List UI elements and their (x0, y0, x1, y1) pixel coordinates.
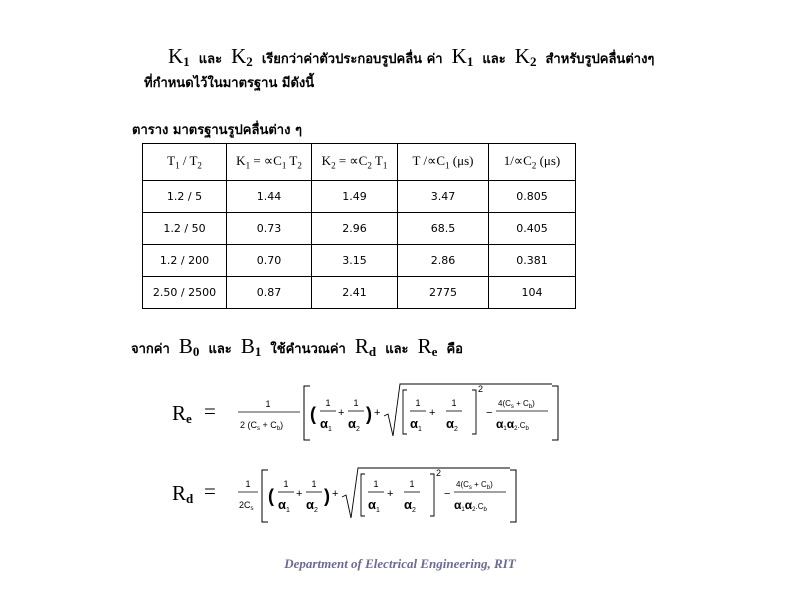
lead-text-compute: ใช้คำนวณค่า (270, 342, 346, 357)
svg-text:1: 1 (451, 398, 457, 408)
svg-text:1: 1 (325, 398, 331, 408)
svg-text:1: 1 (353, 398, 359, 408)
table-cell: 2.96 (312, 213, 398, 245)
svg-text:α2: $\alpha_2$ (404, 497, 416, 514)
table-row (143, 245, 576, 277)
table-caption: ตาราง มาตรฐานรูปคลื่นต่าง ๆ (132, 123, 302, 138)
svg-text:−: − (486, 407, 493, 419)
svg-text:(: ( (310, 404, 316, 424)
svg-text:): ) (366, 404, 372, 424)
table-row (143, 277, 576, 309)
table-cell: 2.50 / 2500 (143, 277, 227, 309)
svg-text:+: + (332, 488, 339, 500)
formula-lead-text (131, 334, 463, 360)
prefactor-numerator: 1 (245, 479, 251, 489)
equals-sign: = (204, 399, 216, 423)
table-cell: 68.5 (398, 213, 489, 245)
squared-exponent: 2 (436, 468, 442, 478)
table-header-row (143, 144, 576, 181)
table-cell: 1.2 / 5 (143, 181, 227, 213)
svg-text:−: − (444, 488, 451, 500)
intro-text-and-1: และ (198, 52, 223, 67)
footer-department: Department of Electrical Engineering, RIT (284, 556, 516, 571)
svg-text:α2: $\alpha_2$ (306, 497, 318, 514)
k2-symbol-2: $K_2$ (514, 44, 537, 69)
svg-text:4(Cs + Cb): $4(C_s + C_b)$ (456, 480, 493, 491)
table-cell: 1.49 (312, 181, 398, 213)
lead-text-and-1: และ (208, 342, 232, 357)
svg-text:+: + (338, 407, 345, 419)
intro-text-waveforms: สำหรับรูปคลื่นต่างๆ (545, 52, 655, 67)
svg-text:1: 1 (409, 479, 415, 489)
prefactor-numerator: 1 (265, 399, 271, 409)
table-cell: 104 (489, 277, 576, 309)
lead-text-and-2: และ (385, 342, 409, 357)
table-cell: 1.2 / 200 (143, 245, 227, 277)
lead-text-is: คือ (446, 342, 463, 357)
table-cell: 2775 (398, 277, 489, 309)
table-cell: 0.381 (489, 245, 576, 277)
intro-line-2: ที่กำหนดไว้ในมาตรฐาน มีดังนี้ (144, 76, 315, 91)
header-t-over-alpha1: T $/\propto C_1$ (μs) (398, 144, 489, 181)
equals-sign: = (204, 479, 216, 503)
intro-text-definition: เรียกว่าค่าตัวประกอบรูปคลื่น ค่า (261, 52, 443, 67)
svg-text:1: 1 (373, 479, 379, 489)
right-bracket (552, 386, 558, 440)
svg-text:4(Cs + Cb): $4(C_s + C_b)$ (498, 399, 535, 410)
lead-text-from: จากค่า (131, 342, 170, 357)
svg-text:1: 1 (311, 479, 317, 489)
table-cell: 2.41 (312, 277, 398, 309)
squared-exponent: 2 (478, 384, 484, 394)
re-symbol: $R_e$ (417, 334, 438, 359)
intro-line-1 (168, 44, 654, 70)
svg-text:+: + (296, 488, 303, 500)
header-k2: $K_2 = \propto C_2$ $T_1$ (312, 144, 398, 181)
header-k1: $K_1 = \propto C_1$ $T_2$ (227, 144, 312, 181)
prefactor-denominator: $2C_s$ (239, 500, 254, 512)
table-cell: 2.86 (398, 245, 489, 277)
table-cell: 0.73 (227, 213, 312, 245)
table-cell: 3.15 (312, 245, 398, 277)
svg-text:1: 1 (283, 479, 289, 489)
k1-symbol-2: $K_1$ (451, 44, 474, 69)
table-cell: 0.70 (227, 245, 312, 277)
svg-text:α1: $\alpha_1$ (410, 416, 422, 433)
k1-symbol: $K_1$ (168, 44, 190, 69)
table-row (143, 213, 576, 245)
svg-text:+: + (387, 488, 394, 500)
svg-text:(: ( (268, 486, 274, 506)
k2-symbol: $K_2$ (231, 44, 253, 69)
svg-text:α2: $\alpha_2$ (446, 416, 458, 433)
b0-symbol: $B_0$ (178, 334, 200, 359)
svg-text:α1: $\alpha_1$ (278, 497, 290, 514)
svg-text:α1: $\alpha_1$ (368, 497, 380, 514)
svg-text:+: + (429, 407, 436, 419)
right-bracket (510, 470, 516, 522)
re-lhs: Re (172, 401, 192, 426)
svg-text:α2: $\alpha_2$ (348, 416, 360, 433)
prefactor-denominator: 2 $(C_s + C_b)$ (240, 420, 284, 432)
table-cell: 1.2 / 50 (143, 213, 227, 245)
svg-text:α1: $\alpha_1$ (320, 416, 332, 433)
header-t1-t2: $T_1 / T_2$ (143, 144, 227, 181)
svg-text:): ) (324, 486, 330, 506)
svg-text:α1α2.Cb: α1α2.Cb (454, 498, 487, 513)
svg-text:α1α2.Cb: α1α2.Cb (496, 417, 529, 432)
svg-text:1: 1 (415, 398, 421, 408)
table-cell: 1.44 (227, 181, 312, 213)
svg-text:+: + (374, 407, 381, 419)
intro-text-and-2: และ (482, 52, 506, 67)
b1-symbol: $B_1$ (240, 334, 262, 359)
waveform-standards-table (142, 143, 576, 309)
rd-symbol: $R_d$ (354, 334, 377, 359)
formula-re (160, 378, 580, 448)
header-inv-alpha2: $1/\propto C_2$ (μs) (489, 144, 576, 181)
formula-rd (160, 462, 580, 532)
table-cell: 0.87 (227, 277, 312, 309)
table-cell: 0.805 (489, 181, 576, 213)
rd-lhs: Rd (172, 481, 194, 506)
table-row (143, 181, 576, 213)
table-cell: 0.405 (489, 213, 576, 245)
table-cell: 3.47 (398, 181, 489, 213)
